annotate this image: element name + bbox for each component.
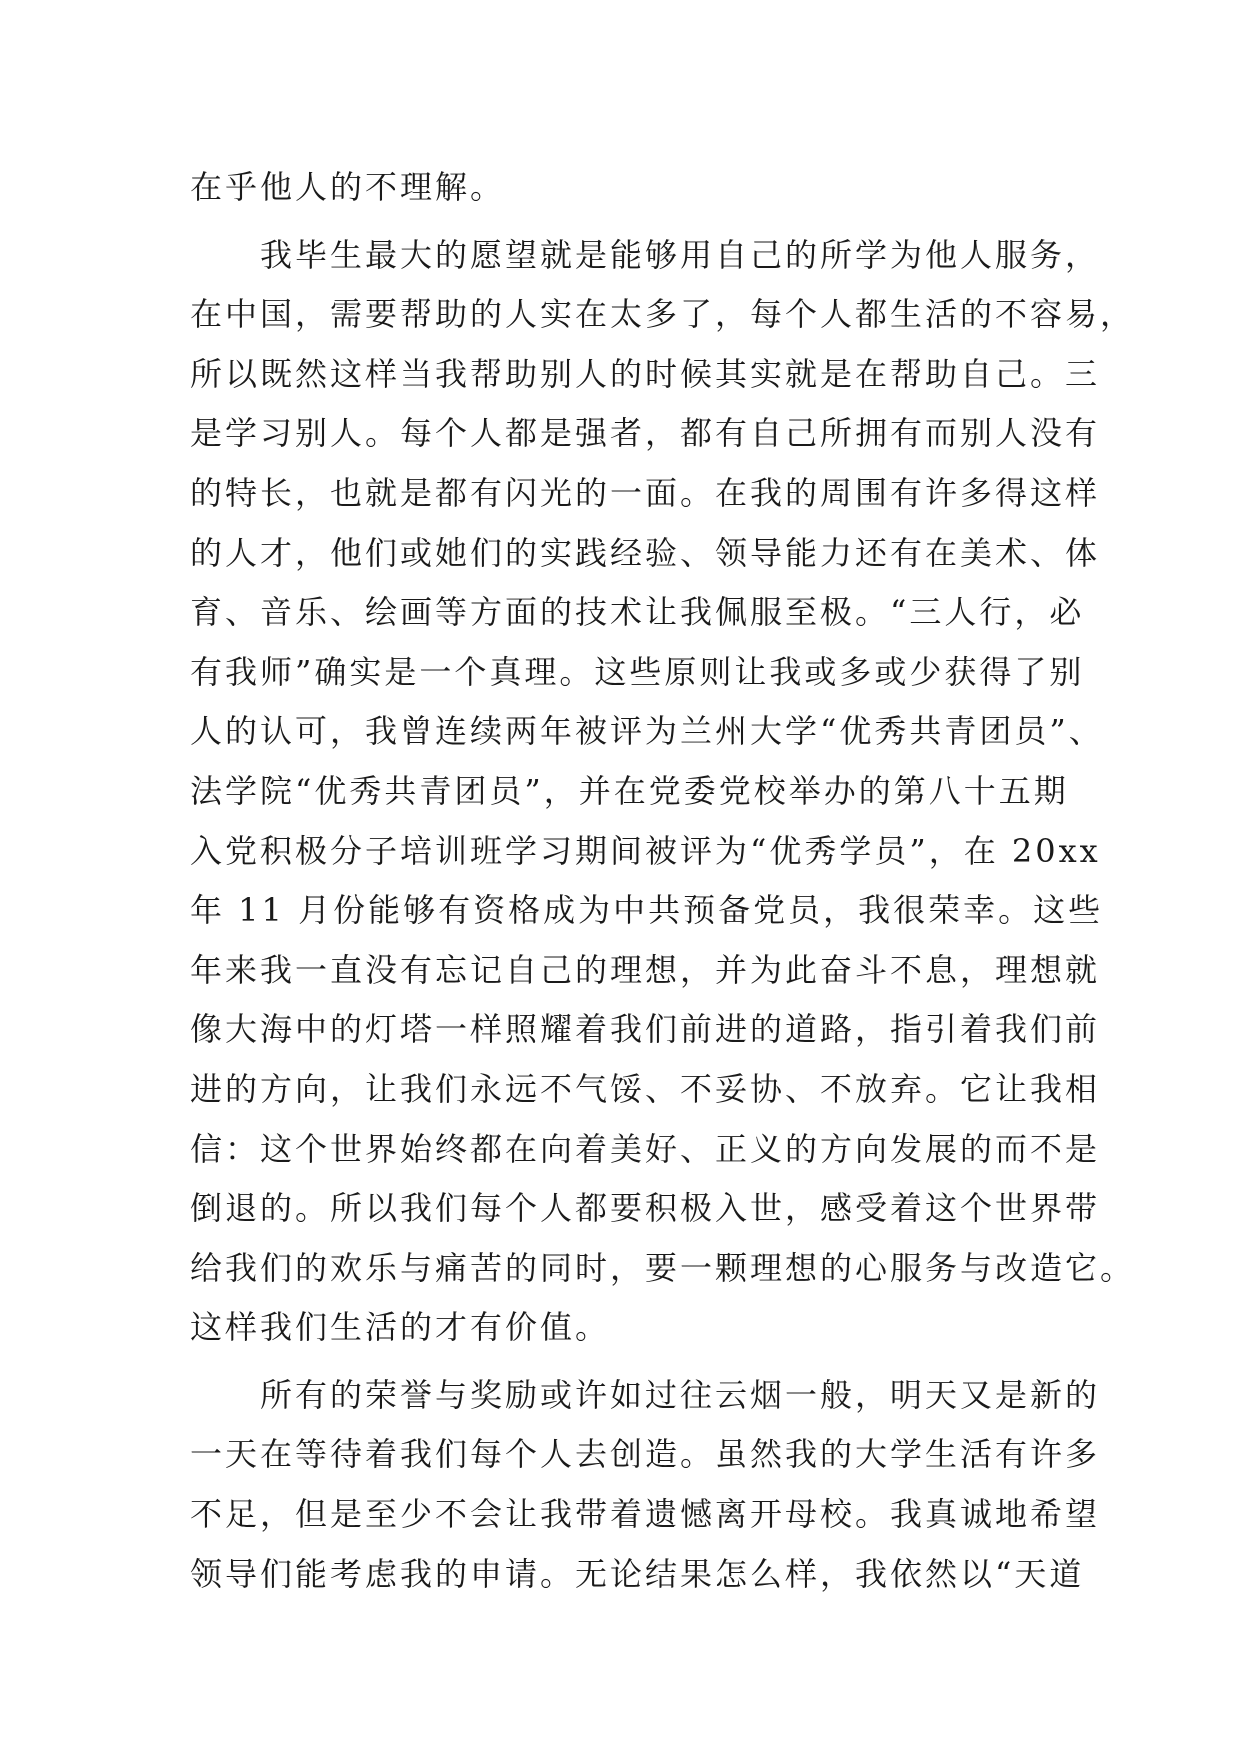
text-line: 人的认可，我曾连续两年被评为兰州大学“优秀共青团员”、 bbox=[190, 712, 1104, 751]
body-text bbox=[190, 158, 1136, 1604]
text-line: 入党积极分子培训班学习期间被评为“优秀学员”，在 20xx bbox=[190, 831, 1101, 870]
text-line: 有我师”确实是一个真理。这些原则让我或多或少获得了别 bbox=[190, 652, 1085, 691]
text-line: 所有的荣誉与奖励或许如过往云烟一般，明天又是新的 bbox=[190, 1375, 1101, 1414]
text-line: 领导们能考虑我的申请。无论结果怎么样，我依然以“天道 bbox=[190, 1554, 1085, 1593]
text-line: 在乎他人的不理解。 bbox=[190, 168, 506, 206]
text-line: 这样我们生活的才有价值。 bbox=[190, 1308, 611, 1347]
text-line: 给我们的欢乐与痛苦的同时，要一颗理想的心服务与改造它。 bbox=[190, 1248, 1136, 1287]
text-line: 像大海中的灯塔一样照耀着我们前进的道路，指引着我们前 bbox=[190, 1010, 1101, 1049]
text-line: 所以既然这样当我帮助别人的时候其实就是在帮助自己。三 bbox=[190, 354, 1101, 393]
text-line: 年来我一直没有忘记自己的理想，并为此奋斗不息，理想就 bbox=[190, 950, 1101, 989]
text-line: 在中国，需要帮助的人实在太多了，每个人都生活的不容易， bbox=[190, 295, 1136, 334]
text-line: 的特长，也就是都有闪光的一面。在我的周围有许多得这样 bbox=[190, 473, 1101, 512]
text-line: 育、音乐、绘画等方面的技术让我佩服至极。“三人行，必 bbox=[190, 593, 1085, 632]
text-line: 一天在等待着我们每个人去创造。虽然我的大学生活有许多 bbox=[190, 1435, 1101, 1474]
text-line: 是学习别人。每个人都是强者，都有自己所拥有而别人没有 bbox=[190, 414, 1101, 453]
text-line: 年 11 月份能够有资格成为中共预备党员，我很荣幸。这些 bbox=[190, 891, 1104, 930]
paragraph bbox=[190, 226, 1136, 1358]
text-line: 进的方向，让我们永远不气馁、不妥协、不放弃。它让我相 bbox=[190, 1069, 1101, 1108]
text-line: 不足，但是至少不会让我带着遗憾离开母校。我真诚地希望 bbox=[190, 1495, 1101, 1534]
paragraph bbox=[190, 1366, 1101, 1604]
text-line: 倒退的。所以我们每个人都要积极入世，感受着这个世界带 bbox=[190, 1189, 1101, 1228]
text-line: 法学院“优秀共青团员”，并在党委党校举办的第八十五期 bbox=[190, 771, 1069, 810]
paragraph bbox=[190, 158, 1070, 218]
text-line: 的人才，他们或她们的实践经验、领导能力还有在美术、体 bbox=[190, 533, 1101, 572]
text-line: 信：这个世界始终都在向着美好、正义的方向发展的而不是 bbox=[190, 1129, 1101, 1168]
text-line: 我毕生最大的愿望就是能够用自己的所学为他人服务， bbox=[190, 235, 1101, 274]
